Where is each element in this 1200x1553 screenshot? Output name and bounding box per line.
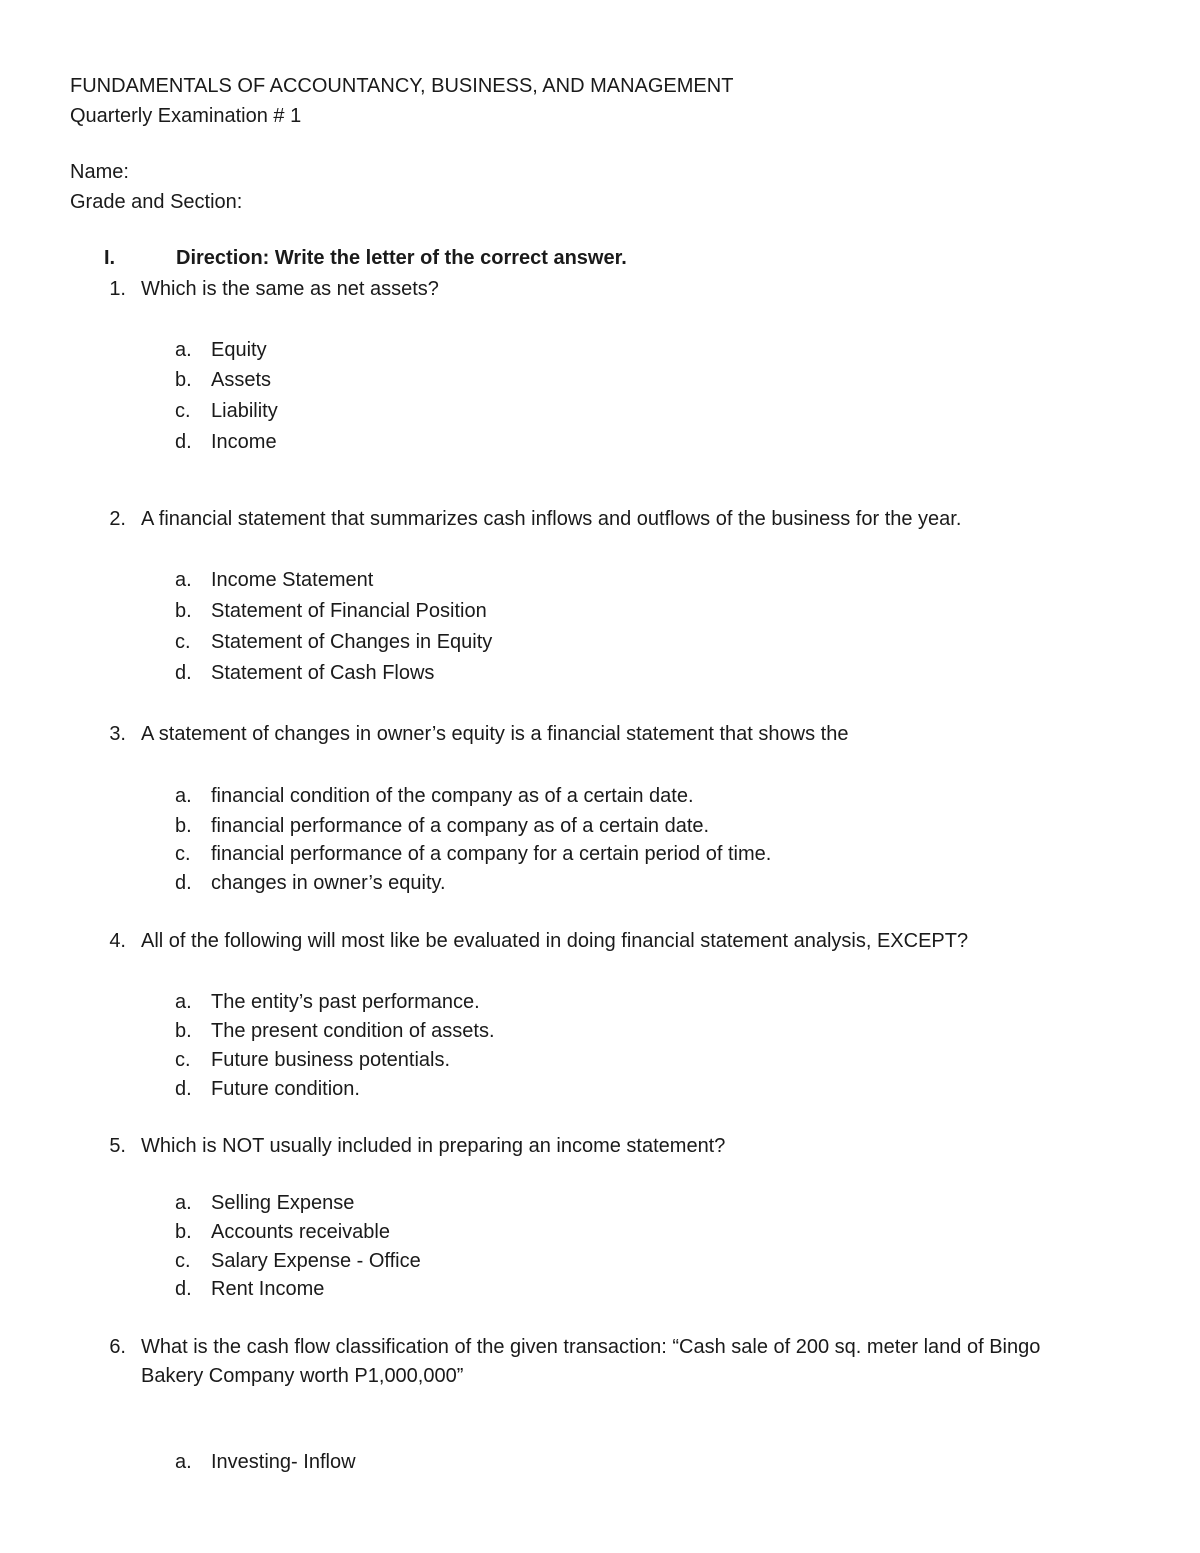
option-letter: d. [175, 872, 192, 894]
document-subtitle: Quarterly Examination # 1 [70, 105, 302, 127]
question-text-line-1: What is the cash flow classification of the given transaction: “Cash sale of 200 sq. meter land of Bingo [141, 1336, 1041, 1358]
option-text: Statement of Changes in Equity [211, 631, 493, 653]
option-letter: c. [175, 843, 191, 865]
grade-section-label: Grade and Section: [70, 191, 243, 213]
option-text: financial condition of the company as of a certain date. [211, 785, 694, 807]
option-text: financial performance of a company for a certain period of time. [211, 843, 772, 865]
option-text: changes in owner’s equity. [211, 872, 446, 894]
option-text: Investing- Inflow [211, 1451, 356, 1473]
option-letter: a. [175, 339, 192, 361]
question-text: Which is NOT usually included in preparing an income statement? [141, 1135, 726, 1157]
option-text: Assets [211, 369, 272, 391]
option-text: Accounts receivable [211, 1221, 390, 1243]
question-number: 6. [109, 1336, 126, 1358]
option-letter: c. [175, 631, 191, 653]
option-letter: a. [175, 1192, 192, 1214]
option-letter: c. [175, 400, 191, 422]
option-text: The present condition of assets. [211, 1020, 495, 1042]
option-letter: c. [175, 1250, 191, 1272]
option-text: Salary Expense - Office [211, 1250, 421, 1272]
name-label: Name: [70, 161, 129, 183]
option-text: financial performance of a company as of a certain date. [211, 815, 710, 837]
question-text: Which is the same as net assets? [141, 278, 439, 300]
option-text: Future business potentials. [211, 1049, 451, 1071]
option-text: Statement of Cash Flows [211, 662, 435, 684]
option-letter: b. [175, 600, 192, 622]
option-text: Liability [211, 400, 278, 422]
option-text: Selling Expense [211, 1192, 355, 1214]
question-number: 1. [109, 278, 126, 300]
option-text: Equity [211, 339, 267, 361]
question-number: 2. [109, 508, 126, 530]
question-number: 4. [109, 930, 126, 952]
option-text: Rent Income [211, 1278, 325, 1300]
question-number: 5. [109, 1135, 126, 1157]
question-text: A financial statement that summarizes cash inflows and outflows of the business for the year. [141, 508, 962, 530]
option-letter: d. [175, 1278, 192, 1300]
option-letter: d. [175, 1078, 192, 1100]
option-text: Income Statement [211, 569, 374, 591]
question-text: A statement of changes in owner’s equity is a financial statement that shows the [141, 723, 849, 745]
option-letter: a. [175, 1451, 192, 1473]
option-letter: b. [175, 369, 192, 391]
document-title: FUNDAMENTALS OF ACCOUNTANCY, BUSINESS, AND MANAGEMENT [70, 75, 734, 97]
option-letter: d. [175, 431, 192, 453]
option-letter: b. [175, 1221, 192, 1243]
option-text: Future condition. [211, 1078, 360, 1100]
option-letter: a. [175, 569, 192, 591]
option-text: The entity’s past performance. [211, 991, 480, 1013]
option-letter: b. [175, 1020, 192, 1042]
option-letter: c. [175, 1049, 191, 1071]
option-letter: d. [175, 662, 192, 684]
option-letter: b. [175, 815, 192, 837]
question-text-line-2: Bakery Company worth P1,000,000” [141, 1365, 464, 1387]
option-letter: a. [175, 991, 192, 1013]
section-direction: Direction: Write the letter of the correct answer. [176, 247, 627, 269]
option-letter: a. [175, 785, 192, 807]
option-text: Income [211, 431, 277, 453]
section-numeral: I. [104, 247, 116, 269]
option-text: Statement of Financial Position [211, 600, 487, 622]
question-text: All of the following will most like be evaluated in doing financial statement analysis, EXCEPT? [141, 930, 969, 952]
question-number: 3. [109, 723, 126, 745]
